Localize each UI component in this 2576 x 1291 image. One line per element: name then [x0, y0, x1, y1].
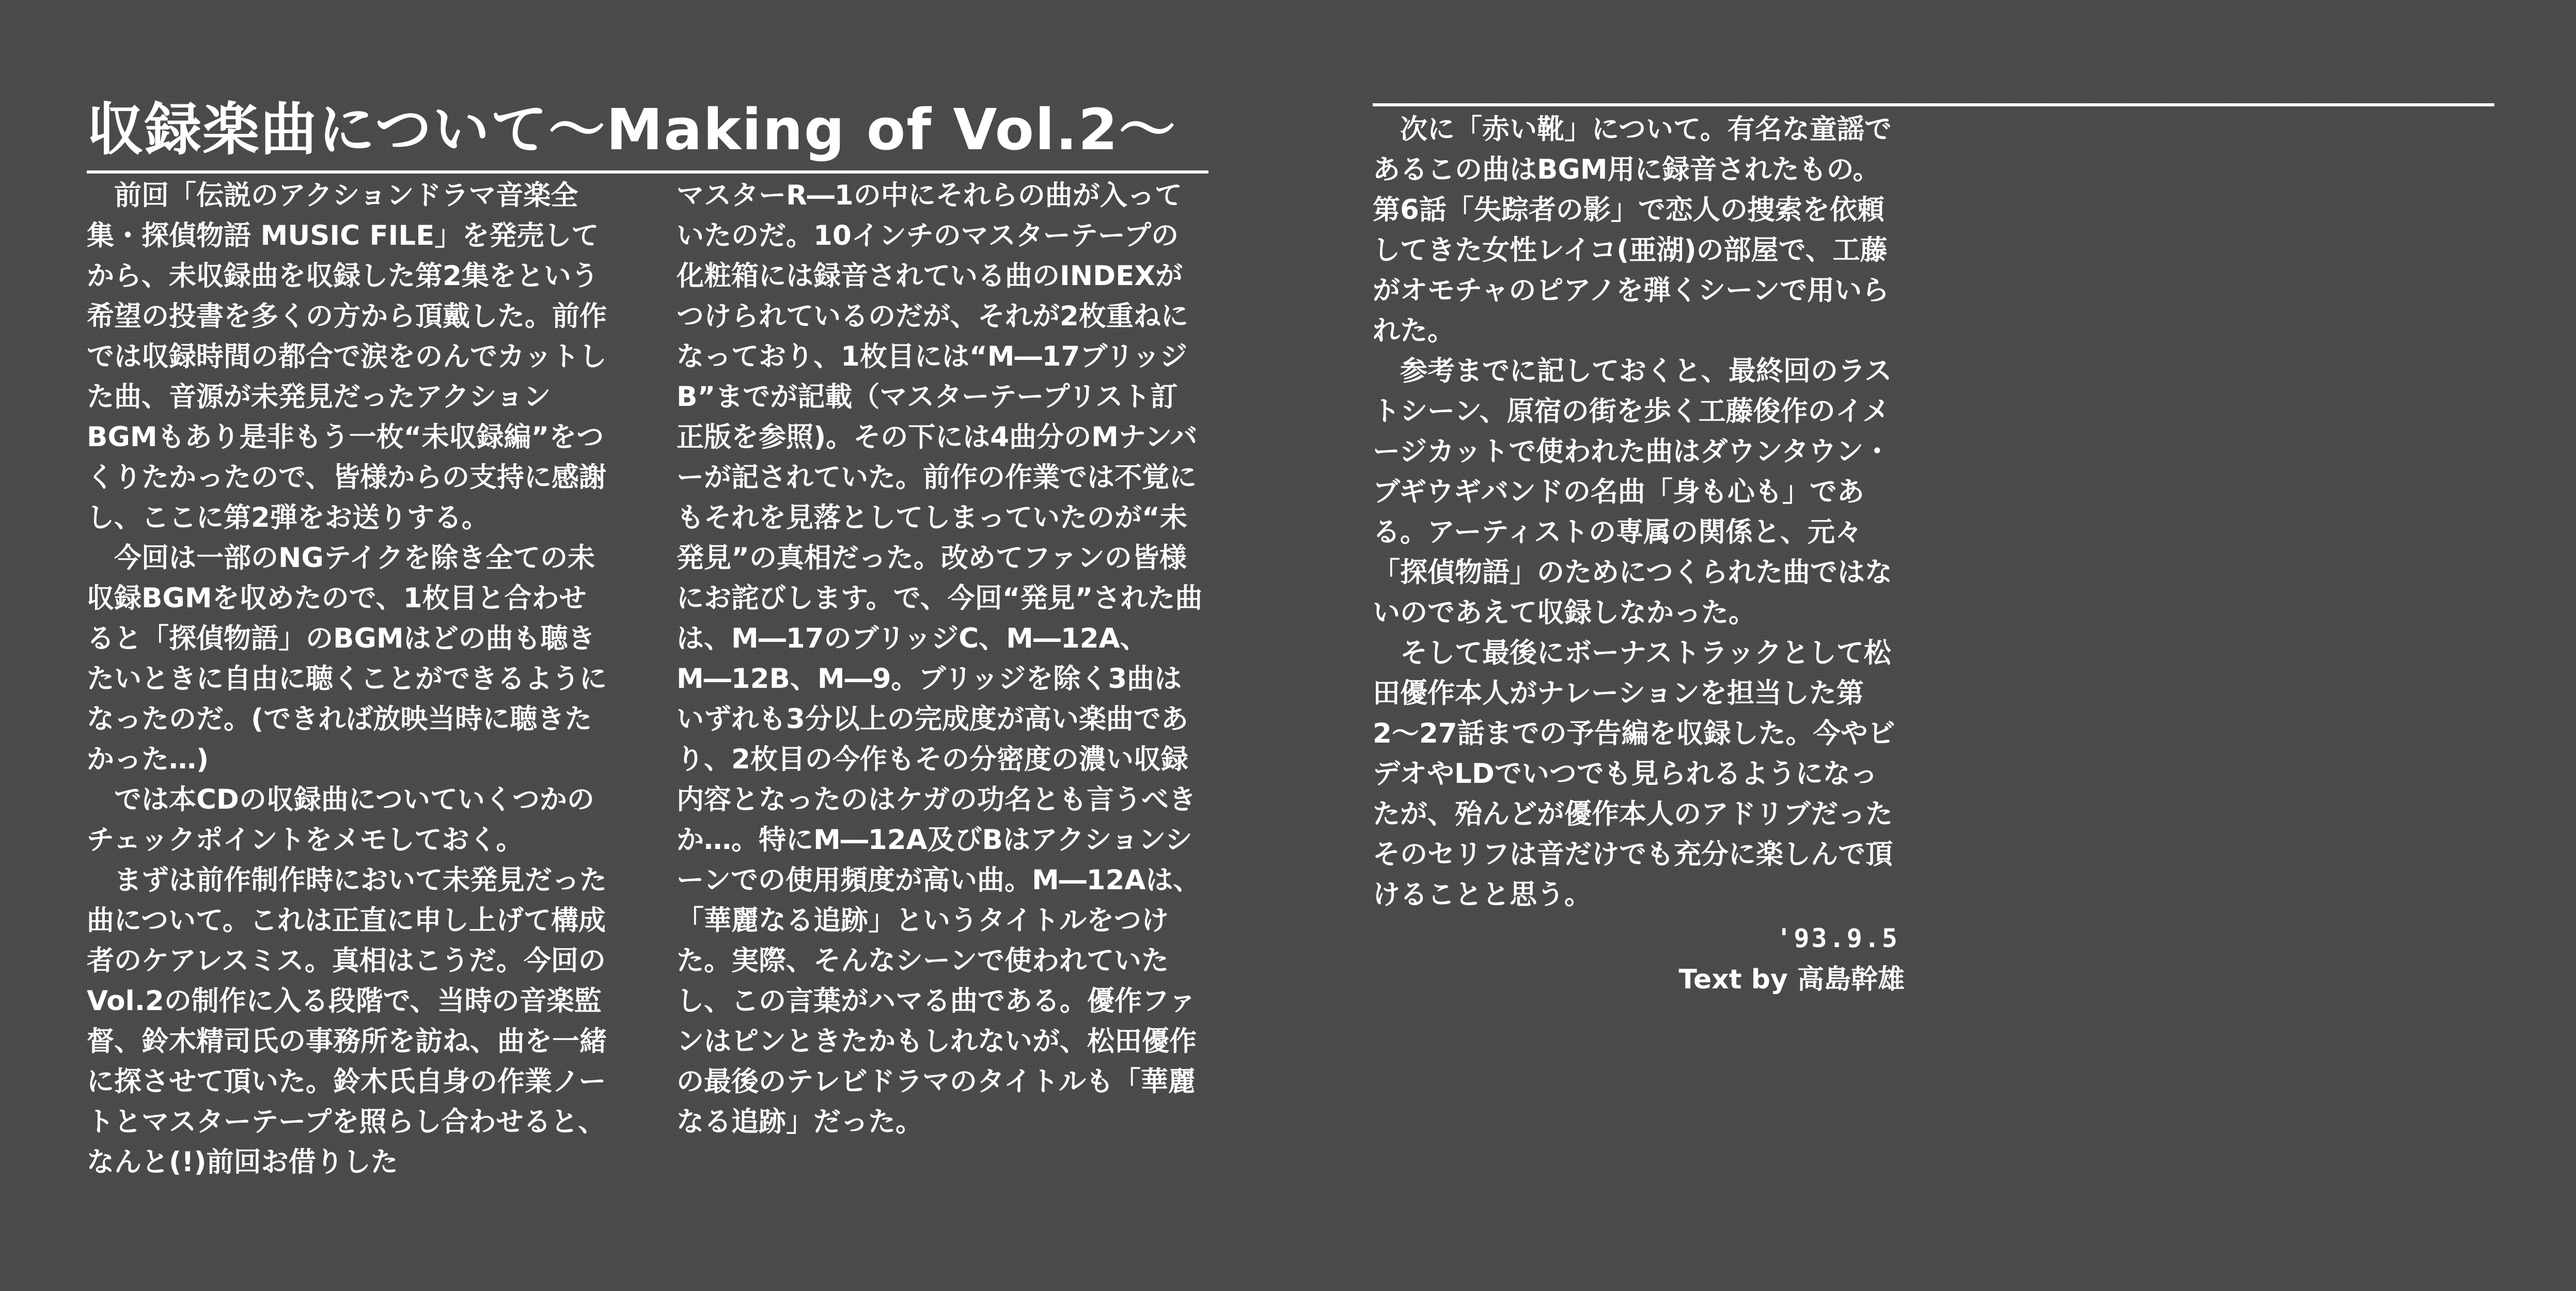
paragraph: そして最後にボーナストラックとして松田優作本人がナレーションを担当した第2〜27話までの予告編を収録した。今やビデオやLDでいつでも見られるようになったが、殆んどが優作本人のアドリブだったそのセリフは音だけでも充分に楽しんで頂けることと思う。	[1373, 637, 1895, 910]
text-column-3	[1373, 109, 1899, 915]
paragraph: では本CDの収録曲についていくつかのチェックポイントをメモしておく。	[87, 784, 594, 856]
top-rule	[1373, 103, 2494, 106]
page-title: 収録楽曲について〜Making of Vol.2〜	[87, 97, 1177, 163]
text-column-1	[87, 176, 614, 1183]
paragraph: 今回は一部のNGテイクを除き全ての未収録BGMを収めたので、1枚目と合わせると「探偵物語」のBGMはどの曲も聴きたいときに自由に聴くことができるようになったのだ。(できれば放映当時に聴きたかった…)	[87, 542, 607, 775]
article-date: '93.9.5	[1776, 923, 1899, 953]
paragraph: まずは前作制作時において未発見だった曲について。これは正直に申し上げて構成者のケアレスミス。真相はこうだ。今回のVol.2の制作に入る段階で、当時の音楽監督、鈴木精司氏の事務所を訪ね、曲を一緒に探させて頂いた。鈴木氏自身の作業ノートとマスターテープを照らし合わせると、なんと(!)前回お借りした	[87, 864, 607, 1178]
paragraph: 参考までに記しておくと、最終回のラストシーン、原宿の街を歩く工藤俊作のイメージカットで使われた曲はダウンタウン・ブギウギバンドの名曲「身も心も」である。アーティストの専属の関係と、元々「探偵物語」のためにつくられた曲ではないのであえて収録しなかった。	[1373, 355, 1892, 628]
author-credit: Text by 高島幹雄	[1678, 964, 1905, 995]
paragraph: 次に「赤い靴」について。有名な童謡であるこの曲はBGM用に録音されたもの。第6話「失踪者の影」で恋人の捜索を依頼してきた女性レイコ(亜湖)の部屋で、工藤がオモチャのピアノを弾くシーンで用いられた。	[1373, 114, 1892, 347]
paragraph: 前回「伝説のアクションドラマ音楽全集・探偵物語 MUSIC FILE」を発売してから、未収録曲を収録した第2集をという希望の投書を多くの方から頂戴した。前作では収録時間の都合で涙をのんでカットした曲、音源が未発見だったアクションBGMもあり是非もう一枚“未収録編”をつくりたかったので、皆様からの支持に感謝し、ここに第2弾をお送りする。	[87, 180, 607, 533]
title-underline	[87, 170, 1208, 174]
paragraph-continued: マスターR―1の中にそれらの曲が入っていたのだ。10インチのマスターテープの化粧箱には録音されている曲のINDEXがつけられているのだが、それが2枚重ねになっており、1枚目には“M―17ブリッジB”までが記載（マスターテープリスト訂正版を参照)。その下には4曲分のMナンバーが記されていた。前作の作業では不覚にもそれを見落としてしまっていたのが“未発見”の真相だった。改めてファンの皆様にお詫びします。で、今回“発見”された曲は、M―17のブリッジC、M―12A、M―12B、M―9。ブリッジを除く3曲はいずれも3分以上の完成度が高い楽曲であり、2枚目の今作もその分密度の濃い収録内容となったのはケガの功名とも言うべきか…。特にM―12A及びBはアクションシーンでの使用頻度が高い曲。M―12Aは、「華麗なる追跡」というタイトルをつけた。実際、そんなシーンで使われていたし、この言葉がハマる曲である。優作ファンはピンときたかもしれないが、松田優作の最後のテレビドラマのタイトルも「華麗なる追跡」だった。	[677, 180, 1203, 1138]
text-column-2	[677, 176, 1203, 1142]
